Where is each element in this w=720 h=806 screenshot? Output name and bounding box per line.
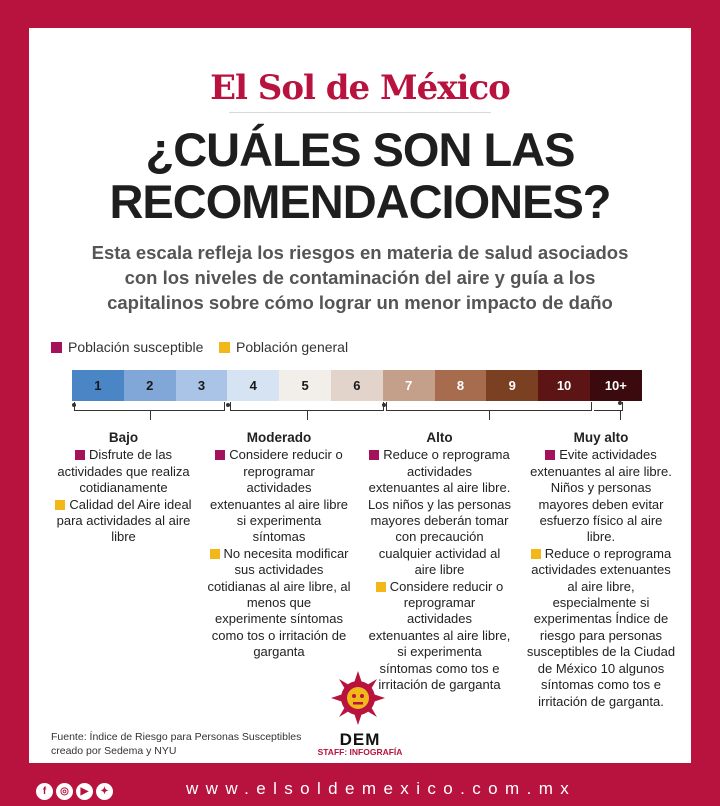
- level-bajo-susceptible: Disfrute de las actividades que realiza cotidianamente: [57, 447, 190, 496]
- level-bajo-general: Calidad del Aire ideal para actividades al aire libre: [56, 496, 192, 545]
- legend-susceptible-label: Población susceptible: [68, 339, 204, 355]
- brace-dot: [618, 401, 622, 405]
- page-title: [29, 124, 691, 228]
- level-muy-alto-general: Reduce o reprograma actividades extenuantes al aire libre, especialmente si experimentas Índice de riesgo para personas susceptibles de la Ciudad de México 10 algunos síntomas como tos e irritación de garganta.: [526, 545, 676, 709]
- brace-dot: [72, 403, 76, 407]
- title-line-1: ¿CUÁLES SON LAS: [145, 123, 575, 176]
- facebook-icon[interactable]: f: [36, 783, 53, 800]
- level-moderado-title: Moderado: [246, 430, 312, 445]
- brace-dot: [382, 403, 386, 407]
- susceptible-marker: [215, 450, 225, 460]
- level-moderado: [204, 430, 354, 661]
- masthead-logo: El Sol de México: [210, 68, 510, 108]
- brace-dot: [226, 403, 230, 407]
- brace-bajo: [74, 402, 225, 411]
- footer-url-link[interactable]: www.elsoldemexico.com.mx: [186, 779, 577, 798]
- level-moderado-susceptible: Considere reducir o reprogramar actividades extenuantes al aire libre si experimenta síntomas: [209, 447, 349, 545]
- instagram-icon[interactable]: ◎: [56, 783, 73, 800]
- scale-cell-8: 8: [435, 370, 487, 401]
- level-muy-alto-title: Muy alto: [573, 430, 629, 445]
- subtitle-line-2: con los niveles de contaminación del aire y guía a los: [124, 267, 596, 288]
- legend-susceptible-swatch: [51, 342, 62, 353]
- level-alto: [362, 430, 517, 694]
- brace-moderado: [230, 402, 384, 411]
- level-alto-general: Considere reducir o reprogramar actividades extenuantes al aire libre, si experimenta síntomas como tos e irritación de garganta: [368, 578, 511, 693]
- legend-general-label: Población general: [236, 339, 349, 355]
- scale-cell-10-plus: 10+: [590, 370, 642, 401]
- susceptible-marker: [369, 450, 379, 460]
- subtitle: [79, 240, 641, 315]
- title-line-2: RECOMENDACIONES?: [109, 175, 611, 228]
- subtitle-line-3: capitalinos sobre cómo lograr un menor impacto de daño: [107, 292, 613, 313]
- source-line-1: Fuente: Índice de Riesgo para Personas Susceptibles: [51, 731, 302, 743]
- infographic-card: [29, 28, 691, 763]
- level-moderado-general: No necesita modificar sus actividades cotidianas al aire libre, al menos que experimente síntomas como tos o irritación de garganta: [207, 545, 351, 660]
- legend-susceptible: [51, 339, 203, 355]
- staff-credit: STAFF: INFOGRAFÍA: [317, 747, 403, 757]
- level-bajo: [51, 430, 196, 546]
- twitter-icon[interactable]: ✦: [96, 783, 113, 800]
- legend-general-swatch: [219, 342, 230, 353]
- general-marker: [210, 549, 220, 559]
- susceptible-marker: [75, 450, 85, 460]
- brace-alto: [386, 402, 592, 411]
- risk-scale: [72, 370, 642, 401]
- scale-cell-2: 2: [124, 370, 176, 401]
- source-line-2: creado por Sedema y NYU: [51, 745, 177, 757]
- masthead-rule: [229, 112, 491, 113]
- scale-cell-9: 9: [486, 370, 538, 401]
- youtube-icon[interactable]: ▶: [76, 783, 93, 800]
- general-marker: [376, 582, 386, 592]
- dem-wordmark: DEM: [339, 730, 381, 749]
- legend-general: [219, 339, 348, 355]
- scale-cell-3: 3: [176, 370, 228, 401]
- level-alto-title: Alto: [426, 430, 453, 445]
- scale-cell-6: 6: [331, 370, 383, 401]
- general-marker: [531, 549, 541, 559]
- scale-cell-1: 1: [72, 370, 124, 401]
- subtitle-line-1: Esta escala refleja los riesgos en materia de salud asociados: [91, 242, 629, 263]
- scale-cell-7: 7: [383, 370, 435, 401]
- scale-cell-10: 10: [538, 370, 590, 401]
- scale-cell-4: 4: [227, 370, 279, 401]
- level-muy-alto: [521, 430, 681, 710]
- level-bajo-title: Bajo: [108, 430, 139, 445]
- scale-cell-5: 5: [279, 370, 331, 401]
- susceptible-marker: [545, 450, 555, 460]
- dem-sun-logo-icon: [331, 671, 385, 725]
- general-marker: [55, 500, 65, 510]
- level-muy-alto-susceptible: Evite actividades extenuantes al aire libre. Niños y personas mayores deben evitar esfuerzo físico al aire libre.: [530, 447, 672, 545]
- level-alto-susceptible: Reduce o reprograma actividades extenuantes al aire libre. Los niños y las personas mayores deberán tomar con precaución cualquier actividad al aire libre: [367, 447, 512, 578]
